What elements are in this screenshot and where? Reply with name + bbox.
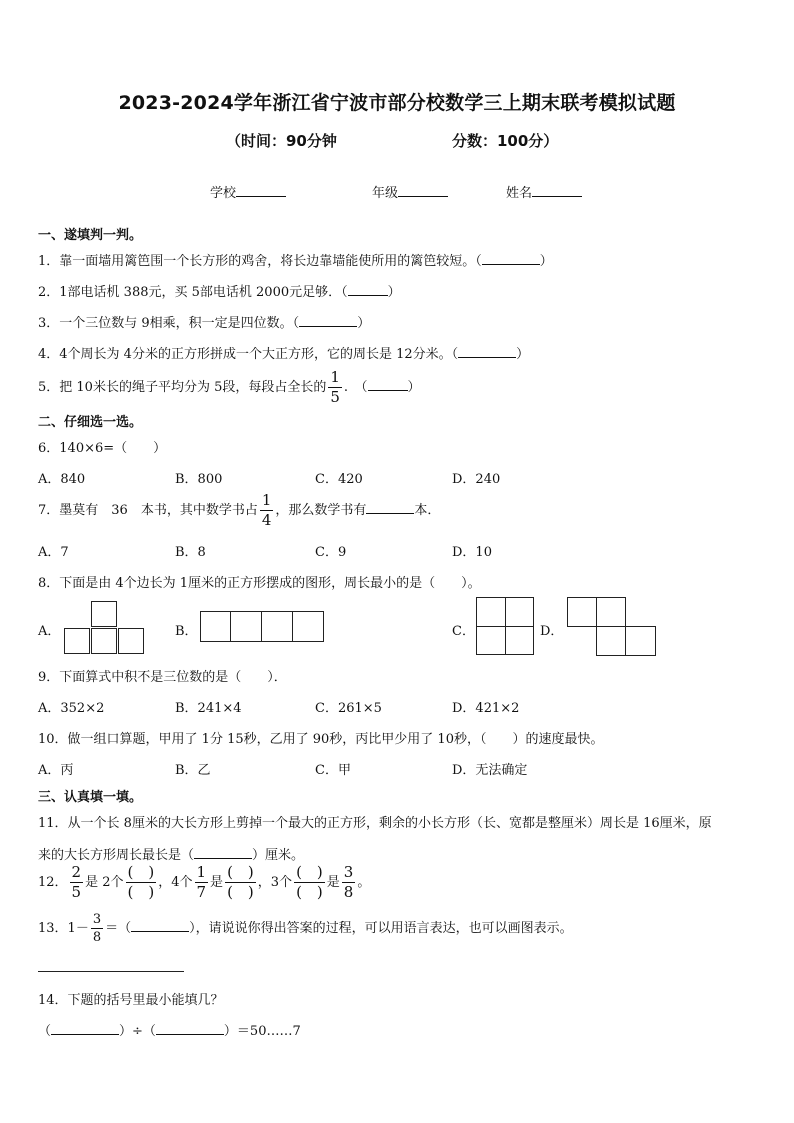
numerator: 2	[71, 863, 82, 881]
fraction-three-eighths	[342, 865, 356, 900]
question-9-option-a[interactable]: A．352×2	[38, 701, 105, 716]
square	[118, 628, 144, 654]
division-sign: ）÷（	[119, 1024, 156, 1039]
equation-result: ）＝50……7	[223, 1024, 301, 1039]
question-8-option-c[interactable]: C．	[452, 624, 475, 639]
denominator-blank[interactable]: ( )	[227, 883, 254, 901]
numerator: 1	[196, 863, 207, 881]
square	[91, 628, 117, 654]
question-7-option-a[interactable]: A．7	[38, 545, 69, 560]
question-7-text: 7．墨莫有 36 本书，其中数学书占	[38, 503, 258, 518]
numerator-blank[interactable]: ( )	[227, 863, 254, 881]
answer-line[interactable]	[38, 971, 184, 972]
denominator: 8	[343, 883, 354, 901]
question-6-option-c[interactable]: C．420	[315, 472, 363, 487]
question-4	[38, 343, 529, 362]
fraction-blank-2[interactable]	[225, 865, 256, 900]
page-title: 2023-2024学年浙江省宁波市部分校数学三上期末联考模拟试题	[118, 92, 676, 114]
question-4-text: 4．4个周长为 4分米的正方形拼成一个大正方形，它的周长是 12分米。（	[38, 347, 459, 362]
grade-label: 年级	[372, 186, 399, 201]
paren-close: ）	[516, 347, 530, 362]
square	[91, 601, 117, 627]
question-12-text: 是	[326, 875, 340, 890]
question-7-option-c[interactable]: C．9	[315, 545, 347, 560]
question-12-text: 是	[210, 875, 224, 890]
question-13-text: 13．1－	[38, 921, 89, 936]
question-9: 9．下面算式中积不是三位数的是（ ）．	[38, 670, 287, 685]
square	[476, 597, 506, 627]
question-6: 6．140×6=（ ）	[38, 441, 167, 456]
question-2-text: 2．1部电话机 388元，买 5部电话机 2000元足够．（	[38, 285, 348, 300]
question-7-option-d[interactable]: D．10	[452, 545, 492, 560]
question-10-option-b[interactable]: B．乙	[175, 763, 211, 778]
name-field	[506, 182, 582, 201]
numerator: 3	[92, 912, 102, 927]
square	[505, 626, 534, 655]
question-5	[38, 370, 421, 405]
denominator: 5	[71, 883, 82, 901]
paren-close: ）	[357, 316, 371, 331]
section-1-title: 一、遂填判一判。	[38, 228, 143, 243]
answer-blank-7[interactable]	[366, 501, 414, 514]
question-1-text: 1．靠一面墙用篱笆围一个长方形的鸡舍，将长边靠墙能使所用的篱笆较短。（	[38, 254, 482, 269]
denominator-blank[interactable]: ( )	[296, 883, 323, 901]
section-2-title: 二、仔细选一选。	[38, 415, 143, 430]
question-7	[38, 493, 440, 528]
name-blank[interactable]	[532, 184, 582, 197]
paren-open: （	[38, 1024, 52, 1039]
denominator-blank[interactable]: ( )	[127, 883, 155, 901]
question-3-text: 3．一个三位数与 9相乘，积一定是四位数。（	[38, 316, 300, 331]
question-3	[38, 312, 370, 331]
question-10-option-d[interactable]: D．无法确定	[452, 763, 528, 778]
question-12	[38, 865, 370, 900]
paren-close: ）	[387, 285, 401, 300]
square	[230, 611, 262, 642]
numerator: 1	[261, 491, 272, 509]
question-7-text-c: 本．	[414, 503, 441, 518]
question-2	[38, 281, 401, 300]
school-label: 学校	[210, 186, 237, 201]
question-11-line2	[38, 844, 304, 863]
question-8-option-d[interactable]: D．	[540, 624, 564, 639]
question-10: 10．做一组口算题，甲用了 1分 15秒，乙用了 90秒，丙比甲少用了 10秒，（ ）的速度最快。	[38, 732, 604, 747]
square	[64, 628, 90, 654]
denominator: 8	[92, 930, 102, 945]
question-14: 14．下题的括号里最小能填几？	[38, 993, 224, 1008]
answer-blank-1[interactable]	[482, 252, 540, 265]
question-9-option-c[interactable]: C．261×5	[315, 701, 382, 716]
grade-blank[interactable]	[398, 184, 448, 197]
question-9-option-d[interactable]: D．421×2	[452, 701, 520, 716]
figure-b-squares	[200, 611, 324, 642]
denominator: 4	[261, 511, 272, 529]
question-13-text-c: ），请说说你得出答案的过程，可以用语言表达，也可以画图表示。	[189, 921, 573, 936]
question-11-text: 来的大长方形周长最长是（	[38, 848, 195, 863]
fraction-two-fifths	[70, 865, 84, 900]
question-12-text: ，4个	[158, 875, 193, 890]
question-7-option-b[interactable]: B．8	[175, 545, 206, 560]
square	[261, 611, 293, 642]
figure-d-squares	[567, 597, 657, 657]
question-12-end: 。	[357, 875, 371, 890]
question-6-option-b[interactable]: B．800	[175, 472, 223, 487]
question-12-text: ，3个	[257, 875, 293, 890]
square	[596, 626, 626, 656]
question-8-option-a[interactable]: A．	[38, 624, 61, 639]
answer-blank-3[interactable]	[299, 314, 357, 327]
answer-blank-5[interactable]	[368, 378, 408, 391]
question-14-equation	[38, 1020, 301, 1039]
school-blank[interactable]	[236, 184, 286, 197]
school-field	[210, 182, 286, 201]
denominator: 5	[330, 388, 340, 406]
square	[596, 597, 626, 627]
square	[625, 626, 656, 656]
figure-a-squares	[64, 601, 146, 655]
numerator-blank[interactable]: ( )	[296, 863, 323, 881]
question-5-mid: . （	[343, 380, 368, 395]
square	[505, 597, 534, 627]
question-6-option-a[interactable]: A．840	[38, 472, 86, 487]
numerator: 3	[343, 863, 354, 881]
question-10-option-c[interactable]: C．甲	[315, 763, 351, 778]
paren-close: ）	[407, 380, 421, 395]
question-9-option-b[interactable]: B．241×4	[175, 701, 242, 716]
divisor-blank[interactable]	[156, 1022, 224, 1035]
paren-close: ）	[539, 254, 553, 269]
answer-blank-11[interactable]	[194, 846, 252, 859]
question-6-option-d[interactable]: D．240	[452, 472, 501, 487]
square	[292, 611, 324, 642]
answer-blank-2[interactable]	[348, 283, 388, 296]
figure-c-squares	[476, 597, 534, 655]
denominator: 7	[196, 883, 207, 901]
question-7-text-b: ，那么数学书有	[275, 503, 367, 518]
fraction-blank-1[interactable]	[126, 865, 157, 900]
dividend-blank[interactable]	[51, 1022, 119, 1035]
fraction-one-seventh	[195, 865, 209, 900]
fraction-blank-3[interactable]	[294, 865, 325, 900]
question-13-text-b: ＝（	[105, 921, 132, 936]
section-3-title: 三、认真填一填。	[38, 790, 143, 805]
question-11-line1: 11．从一个长 8厘米的大长方形上剪掉一个最大的正方形，剩余的小长方形（长、宽都是整厘米）周长是 16厘米，原	[38, 816, 712, 831]
question-10-option-a[interactable]: A．丙	[38, 763, 74, 778]
numerator-blank[interactable]: ( )	[127, 863, 155, 881]
question-13	[38, 913, 573, 944]
fraction-one-quarter	[260, 493, 274, 528]
fraction-one-fifth	[328, 370, 342, 405]
square	[476, 626, 506, 655]
square	[567, 597, 597, 627]
question-8: 8．下面是由 4个边长为 1厘米的正方形摆成的图形，周长最小的是（ ）。	[38, 576, 481, 591]
answer-blank-4[interactable]	[458, 345, 516, 358]
grade-field	[372, 182, 448, 201]
answer-blank-13[interactable]	[131, 919, 189, 932]
numerator: 1	[330, 368, 340, 386]
question-5-text: 5．把 10米长的绳子平均分为 5段，每段占全长的	[38, 380, 327, 395]
question-11-text-end: ）厘米。	[252, 848, 305, 863]
square	[200, 611, 231, 642]
fraction-three-eighths	[91, 913, 103, 944]
question-1	[38, 250, 553, 269]
exam-time: （时间：90分钟	[226, 132, 337, 150]
question-12-number: 12．	[38, 875, 68, 890]
name-label: 姓名	[506, 186, 533, 201]
question-12-text: 是 2个	[85, 875, 124, 890]
exam-score: 分数：100分）	[452, 132, 559, 150]
question-8-option-b[interactable]: B．	[175, 624, 198, 639]
